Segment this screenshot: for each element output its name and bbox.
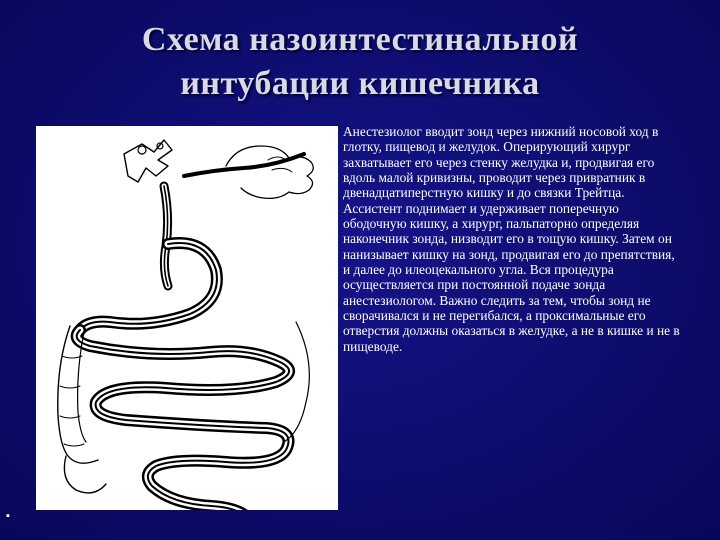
tube-entry	[184, 154, 304, 176]
slide-title-line-1: Схема назоинтестинальной	[141, 21, 579, 58]
slide-title	[40, 18, 680, 106]
bullet-marker: ▪	[6, 510, 10, 522]
caecum	[64, 456, 106, 493]
stomach	[80, 243, 217, 330]
forceps	[124, 140, 172, 182]
intestinal-intubation-illustration	[36, 126, 338, 510]
procedure-description: Анестезиолог вводит зонд через нижний носовой ход в глотку, пищевод и желудок. Оперирующий хирург захватывает его через стенку желудка и, продвигая его вдоль малой кривизны, проводит через привратник в двенадцатиперстную кишку и до связки Трейтца. Ассистент поднимает и удерживает поперечную ободочную кишку, а хирург, пальпаторно определяя наконечник зонда, низводит его в тощую кишку. Затем он нанизывает кишку на зонд, продвигая его до препятствия, и далее до илеоцекального угла. Вся процедура осуществляется при постоянной подаче зонда анестезиологом. Важно следить за тем, чтобы зонд не сворачивался и не перегибался, а проксимальные его отверстия должны оказаться в желудке, а не в кишке и не в пищеводе.	[343, 124, 680, 354]
intestine-drawing	[36, 126, 338, 510]
slide-title-line-2: интубации кишечника	[180, 65, 540, 102]
